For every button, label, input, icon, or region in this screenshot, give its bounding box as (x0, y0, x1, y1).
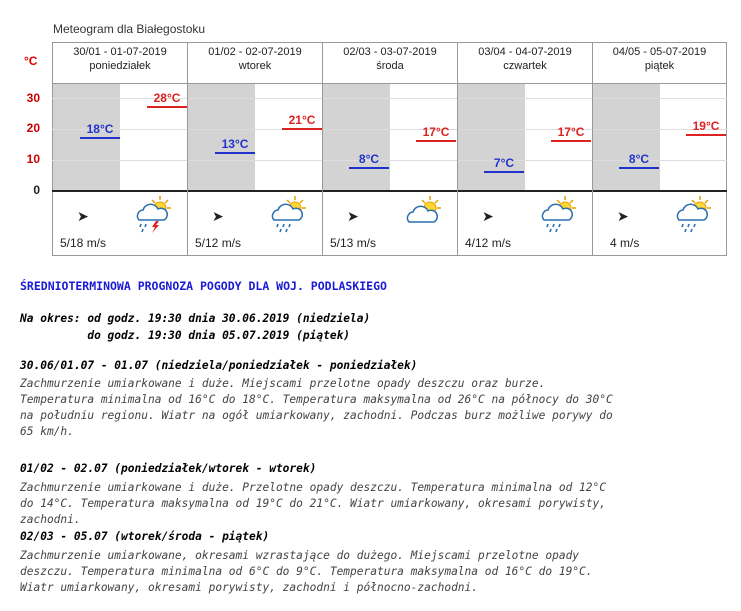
section-line: Temperatura minimalna od 16°C do 18°C. Temperatura maksymalna od 26°C na północy do 30°C (20, 393, 613, 406)
wind-speed: 4/12 m/s (465, 236, 512, 250)
forecast-period-end: do godz. 19:30 dnia 05.07.2019 (piątek) (20, 329, 351, 342)
wind-direction-arrow-icon: ➤ (77, 208, 89, 224)
zero-axis (52, 190, 727, 192)
thunderstorm-icon (133, 194, 173, 236)
day-separator (592, 83, 593, 256)
section-line: Wiatr umiarkowany, okresami porywisty, zachodni i północno-zachodni. (20, 581, 479, 594)
day-dates: 01/02 - 02-07-2019 (208, 46, 302, 58)
min-temperature: 18°C (80, 122, 120, 139)
day-separator (187, 83, 188, 256)
wind-speed: 5/13 m/s (330, 236, 377, 250)
section-line: Zachmurzenie umiarkowane i duże. Miejscami przelotne opady deszczu oraz burze. (20, 377, 546, 390)
gridline-20 (52, 129, 727, 130)
max-temperature: 28°C (147, 91, 187, 108)
section-line: Zachmurzenie umiarkowane, okresami wzrastające do dużego. Miejscami przelotne opady (20, 549, 580, 562)
day-weekday: czwartek (503, 60, 547, 72)
min-temperature: 13°C (215, 137, 255, 154)
y-tick-30: 30 (26, 91, 40, 105)
day-header (188, 43, 323, 83)
rain-cloud-icon (268, 194, 308, 236)
rain-cloud-icon (538, 194, 578, 236)
max-temperature: 19°C (686, 119, 726, 136)
forecast-heading: ŚREDNIOTERMINOWA PROGNOZA POGODY DLA WOJ. PODLASKIEGO (20, 279, 387, 293)
rain-cloud-icon (673, 194, 713, 236)
wind-direction-arrow-icon: ➤ (617, 208, 629, 224)
wind-speed: 5/18 m/s (60, 236, 107, 250)
partly-cloudy-icon (403, 194, 443, 236)
section-line: Zachmurzenie umiarkowane i duże. Przelotne opady deszczu. Temperatura minimalna od 12°C (20, 481, 606, 494)
day-weekday: poniedziałek (89, 60, 151, 72)
max-temperature: 17°C (416, 125, 456, 142)
y-tick-20: 20 (26, 121, 40, 135)
section-line: na południu regionu. Wiatr na ogół umiarkowany, zachodni. Podczas burz możliwe porywy do (20, 409, 613, 422)
section-line: do 14°C. Temperatura maksymalna od 19°C do 21°C. Wiatr umiarkowany, okresami porywisty, (20, 497, 606, 510)
day-weekday: środa (376, 60, 404, 72)
wind-direction-arrow-icon: ➤ (482, 208, 494, 224)
night-shade (458, 83, 525, 191)
day-dates: 04/05 - 05-07-2019 (612, 46, 707, 58)
day-header (593, 43, 726, 83)
day-header (458, 43, 593, 83)
day-weekday: wtorek (238, 60, 272, 72)
wind-direction-arrow-icon: ➤ (212, 208, 224, 224)
day-separator (457, 83, 458, 256)
min-temperature: 8°C (619, 152, 659, 169)
wind-direction-arrow-icon: ➤ (347, 208, 359, 224)
night-shade (323, 83, 390, 191)
night-shade (593, 83, 660, 191)
min-temperature: 7°C (484, 156, 524, 173)
day-header (53, 43, 188, 83)
y-tick-0: 0 (33, 183, 40, 197)
section-line: 65 km/h. (20, 425, 74, 438)
section-title: 01/02 - 02.07 (poniedziałek/wtorek - wtorek) (20, 462, 317, 475)
max-temperature: 17°C (551, 125, 591, 142)
section-line: zachodni. (20, 513, 81, 526)
wind-speed: 5/12 m/s (195, 236, 242, 250)
max-temperature: 21°C (282, 113, 322, 130)
section-title: 30.06/01.07 - 01.07 (niedziela/poniedziałek - poniedziałek) (20, 359, 418, 372)
section-line: deszczu. Temperatura minimalna od 6°C do 9°C. Temperatura maksymalna od 16°C do 19°C. (20, 565, 593, 578)
meteogram-title: Meteogram dla Białegostoku (53, 22, 206, 36)
day-weekday: piątek (644, 60, 675, 72)
day-header (323, 43, 458, 83)
temperature-unit-label: °C (24, 54, 38, 68)
day-dates: 03/04 - 04-07-2019 (478, 46, 572, 58)
wind-speed: 4 m/s (610, 236, 640, 250)
day-dates: 30/01 - 01-07-2019 (73, 46, 167, 58)
min-temperature: 8°C (349, 152, 389, 169)
forecast-period-start: Na okres: od godz. 19:30 dnia 30.06.2019 (niedziela) (20, 312, 371, 325)
day-separator (322, 83, 323, 256)
section-title: 02/03 - 05.07 (wtorek/środa - piątek) (20, 530, 270, 543)
y-tick-10: 10 (26, 152, 40, 166)
day-dates: 02/03 - 03-07-2019 (343, 46, 437, 58)
header-divider (53, 83, 726, 84)
